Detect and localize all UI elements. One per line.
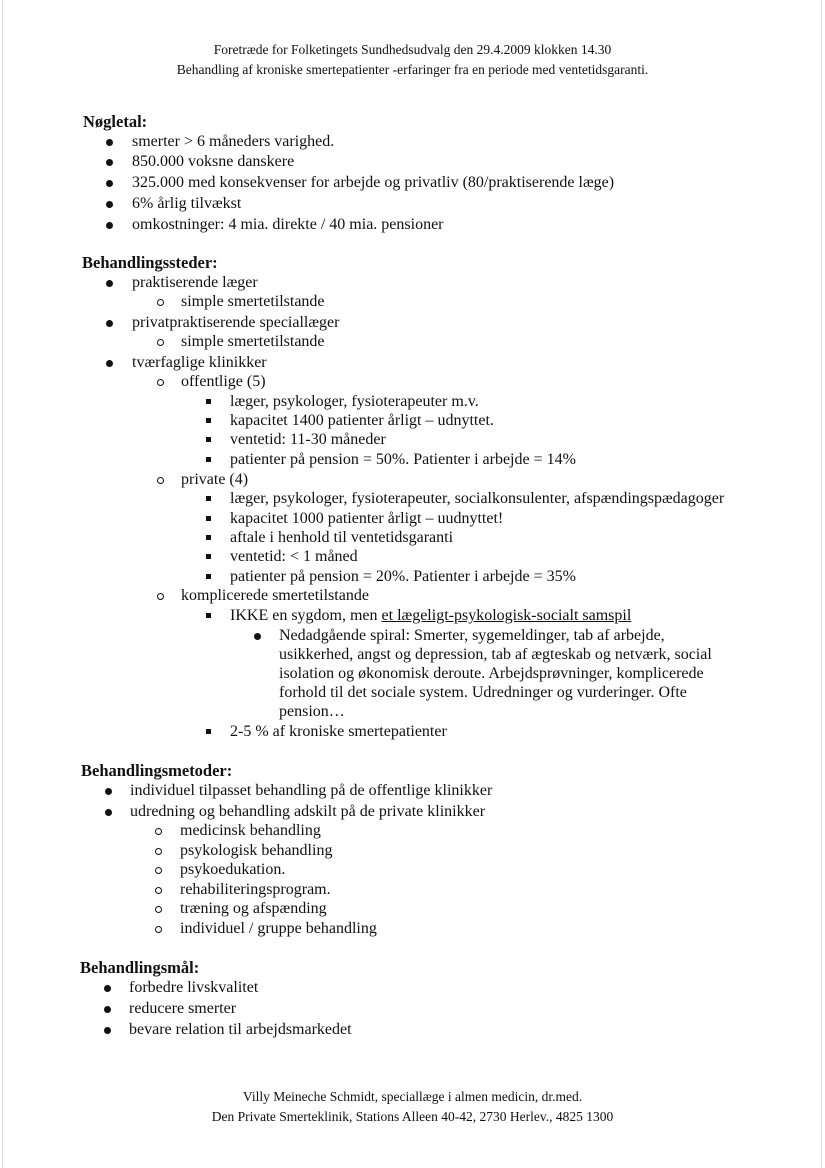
spiral-line: Nedadgående spiral: Smerter, sygemeldinger, tab af arbejde, xyxy=(279,627,665,644)
square-bullet-icon xyxy=(206,399,211,404)
square-bullet-icon xyxy=(206,496,211,501)
list-item: offentlige (5) xyxy=(181,373,266,390)
list-item: 6% årlig tilvækst xyxy=(132,195,242,212)
circle-bullet-icon xyxy=(155,848,162,855)
list-item: individuel / gruppe behandling xyxy=(180,920,377,937)
spiral-line: forhold til det sociale system. Udredninger og vurderinger. Ofte xyxy=(279,684,687,701)
circle-bullet-icon xyxy=(155,828,162,835)
list-item: private (4) xyxy=(181,471,249,488)
spiral-line: isolation og økonomisk deroute. Arbejdsprøvninger, komplicerede xyxy=(279,665,704,682)
footer-line-2: Den Private Smerteklinik, Stations Alleen 40-42, 2730 Herlev., 4825 1300 xyxy=(211,1109,614,1124)
list-item: læger, psykologer, fysioterapeuter, socialkonsulenter, afspændingspædagoger xyxy=(230,490,725,507)
bullet-icon xyxy=(105,788,112,795)
square-bullet-icon xyxy=(206,535,211,540)
list-item: aftale i henhold til ventetidsgaranti xyxy=(230,529,454,546)
list-item: 2-5 % af kroniske smertepatienter xyxy=(230,723,447,740)
scan-edge-right xyxy=(821,0,822,1168)
bullet-icon xyxy=(104,985,111,992)
list-item: privatpraktiserende speciallæger xyxy=(132,314,340,331)
list-item: patienter på pension = 20%. Patienter i arbejde = 35% xyxy=(230,568,576,585)
bullet-icon xyxy=(106,180,113,187)
ikke-text: IKKE en sygdom, men xyxy=(230,607,382,624)
square-bullet-icon xyxy=(206,516,211,521)
bullet-icon xyxy=(106,222,113,229)
page-footer xyxy=(0,1087,825,1127)
list-item: individuel tilpasset behandling på de offentlige klinikker xyxy=(130,782,493,799)
list-item: udredning og behandling adskilt på de private klinikker xyxy=(130,803,486,820)
bullet-icon xyxy=(104,1006,111,1013)
list-item: simple smertetilstande xyxy=(181,293,325,310)
list-item: smerter > 6 måneders varighed. xyxy=(132,133,335,150)
list-item: 325.000 med konsekvenser for arbejde og privatliv (80/praktiserende læge) xyxy=(132,174,615,191)
spiral-line: pension… xyxy=(279,703,345,720)
section-heading-behandlingssteder: Behandlingssteder: xyxy=(82,253,218,272)
square-bullet-icon xyxy=(206,574,211,579)
list-item: praktiserende læger xyxy=(132,274,258,291)
circle-bullet-icon xyxy=(157,379,164,386)
bullet-icon xyxy=(106,360,113,367)
list-item: træning og afspænding xyxy=(180,900,327,917)
circle-bullet-icon xyxy=(155,926,162,933)
circle-bullet-icon xyxy=(157,593,164,600)
list-item: patienter på pension = 50%. Patienter i arbejde = 14% xyxy=(230,451,576,468)
list-item xyxy=(230,606,631,626)
list-item: 850.000 voksne danskere xyxy=(132,153,295,170)
circle-bullet-icon xyxy=(157,299,164,306)
bullet-icon xyxy=(106,280,113,287)
header-line-2: Behandling af kroniske smertepatienter -erfaringer fra en periode med ventetidsgaranti. xyxy=(176,62,649,77)
bullet-icon xyxy=(106,320,113,327)
list-item: psykologisk behandling xyxy=(180,842,333,859)
section-heading-behandlingsmetoder: Behandlingsmetoder: xyxy=(81,761,233,780)
scan-edge-left xyxy=(2,0,3,1168)
bullet-icon xyxy=(104,1027,111,1034)
section-heading-behandlingsmaal: Behandlingsmål: xyxy=(80,958,200,977)
footer-line-1: Villy Meineche Schmidt, speciallæge i almen medicin, dr.med. xyxy=(242,1089,583,1104)
section-heading-noegletal: Nøgletal: xyxy=(83,112,148,131)
square-bullet-icon xyxy=(206,457,211,462)
list-item: medicinsk behandling xyxy=(180,822,321,839)
bullet-icon xyxy=(106,201,113,208)
circle-bullet-icon xyxy=(157,477,164,484)
page-header xyxy=(0,40,825,80)
list-item: rehabiliteringsprogram. xyxy=(180,881,331,898)
bullet-icon xyxy=(254,633,261,640)
list-item: tværfaglige klinikker xyxy=(132,354,267,371)
header-line-1: Foretræde for Folketingets Sundhedsudvalg den 29.4.2009 klokken 14.30 xyxy=(213,42,612,57)
list-item: forbedre livskvalitet xyxy=(129,979,259,996)
list-item: simple smertetilstande xyxy=(181,333,325,350)
spiral-line: usikkerhed, angst og depression, tab af ægteskab og netværk, social xyxy=(279,646,712,663)
square-bullet-icon xyxy=(206,613,211,618)
list-item: reducere smerter xyxy=(129,1000,237,1017)
list-item: kapacitet 1400 patienter årligt – udnyttet. xyxy=(230,412,494,429)
list-item: komplicerede smertetilstande xyxy=(181,587,369,604)
list-item: ventetid: < 1 måned xyxy=(230,548,358,565)
square-bullet-icon xyxy=(206,554,211,559)
list-item: læger, psykologer, fysioterapeuter m.v. xyxy=(230,393,479,410)
list-item: kapacitet 1000 patienter årligt – uudnyttet! xyxy=(230,510,504,527)
circle-bullet-icon xyxy=(155,906,162,913)
bullet-icon xyxy=(106,139,113,146)
square-bullet-icon xyxy=(206,418,211,423)
circle-bullet-icon xyxy=(155,867,162,874)
circle-bullet-icon xyxy=(155,887,162,894)
square-bullet-icon xyxy=(206,729,211,734)
list-item: omkostninger: 4 mia. direkte / 40 mia. pensioner xyxy=(132,216,444,233)
list-item: ventetid: 11-30 måneder xyxy=(230,431,386,448)
circle-bullet-icon xyxy=(157,339,164,346)
list-item: psykoedukation. xyxy=(180,861,286,878)
list-item: bevare relation til arbejdsmarkedet xyxy=(129,1021,352,1038)
bullet-icon xyxy=(106,159,113,166)
square-bullet-icon xyxy=(206,437,211,442)
underlined-phrase: et lægeligt-psykologisk-socialt samspil xyxy=(381,607,632,624)
bullet-icon xyxy=(105,809,112,816)
